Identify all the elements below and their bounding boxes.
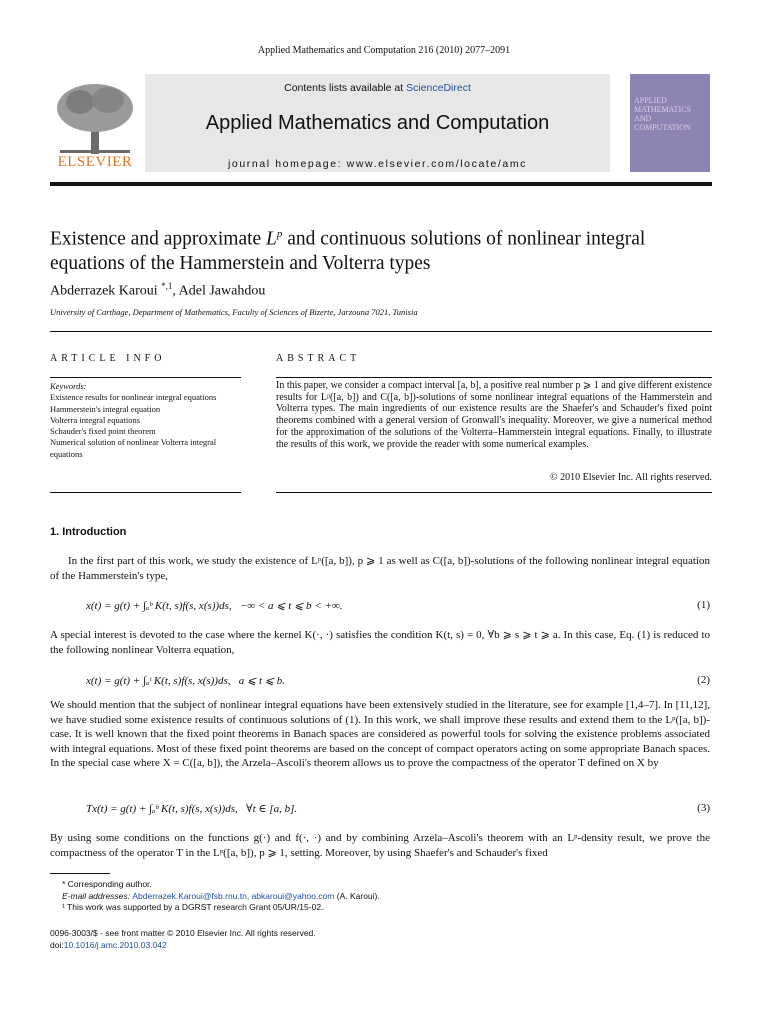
equation-number: (2) — [697, 674, 710, 686]
keyword-item: Existence results for nonlinear integral equations — [50, 392, 217, 403]
sciencedirect-link[interactable]: ScienceDirect — [406, 82, 471, 94]
body-paragraph: In the first part of this work, we study the existence of Lᵖ([a, b]), p ⩾ 1 as well as C([a, b])-solutions of the following nonlinear integral equation of the Hammerstein's type, — [50, 555, 710, 582]
divider — [50, 492, 241, 493]
abstract-copyright: © 2010 Elsevier Inc. All rights reserved. — [549, 472, 712, 483]
footnote-label: E-mail addresses: — [62, 890, 133, 901]
equation-number: (1) — [697, 599, 710, 611]
keyword-item: Numerical solution of nonlinear Volterra integral equations — [50, 437, 217, 459]
doi-line — [50, 940, 316, 952]
journal-header-box — [145, 74, 610, 172]
journal-title: Applied Mathematics and Computation — [205, 112, 550, 134]
journal-citation: Applied Mathematics and Computation 216 (2010) 2077–2091 — [257, 45, 511, 56]
title-sup: p — [276, 228, 283, 240]
cover-line: MATHEMATICS — [634, 105, 691, 114]
keyword-item: Schauder's fixed point theorem — [50, 426, 156, 437]
keyword-item: Hammerstein's integral equation — [50, 403, 161, 414]
footnote-rule — [50, 873, 110, 874]
title-lp: L — [266, 228, 277, 250]
equation-expression: Tx(t) = g(t) + ∫ₐᵇ K(t, s)f(s, x(s))ds, ∀t ∈ [a, b]. — [86, 803, 298, 815]
contents-prefix: Contents lists available at — [284, 82, 407, 94]
affiliation: University of Carthage, Department of Mathematics, Faculty of Sciences of Bizerte, Jarzouna 7021, Tunisia — [50, 307, 418, 317]
equation-1 — [50, 599, 712, 621]
title-text: Existence and approximate — [50, 228, 267, 250]
keywords-label: Keywords: — [50, 381, 87, 391]
divider — [50, 377, 241, 378]
keyword-item: Volterra integral equations — [50, 414, 141, 425]
abstract-heading: ABSTRACT — [276, 353, 361, 364]
divider — [50, 331, 712, 332]
equation-2 — [50, 674, 712, 696]
author-list — [50, 281, 265, 300]
equation-expression: x(t) = g(t) + ∫ₐᵇ K(t, s)f(s, x(s))ds, −∞ < a ⩽ t ⩽ b < +∞. — [86, 600, 343, 612]
footnote-text: (A. Karoui). — [334, 890, 380, 901]
author-name: , Adel Jawahdou — [172, 283, 266, 299]
front-matter — [50, 928, 316, 951]
elsevier-wordmark: ELSEVIER — [57, 154, 133, 170]
equation-number: (3) — [697, 802, 710, 814]
article-info-heading: ARTICLE INFO — [50, 353, 166, 364]
body-paragraph: A special interest is devoted to the case where the kernel K(·, ·) satisfies the condition K(t, s) = 0, ∀b ⩾ s ⩾ t ⩾ a. In this case, Eq. (1) is reduced to the following nonlinear Volterra equation, — [50, 629, 710, 656]
cover-line: APPLIED — [634, 96, 667, 105]
equation-expression: x(t) = g(t) + ∫ₐᵗ K(t, s)f(s, x(s))ds, a ⩽ t ⩽ b. — [86, 675, 285, 687]
doi-link[interactable]: 10.1016/j.amc.2010.03.042 — [63, 939, 167, 950]
footnotes — [50, 879, 710, 914]
footnote — [50, 891, 710, 903]
contents-line — [145, 82, 610, 94]
footnote: ¹ This work was supported by a DGRST research Grant 05/UR/15-02. — [62, 902, 324, 913]
header-rule — [50, 182, 712, 186]
journal-cover-image — [630, 74, 710, 172]
divider — [276, 377, 712, 378]
section-heading: 1. Introduction — [50, 526, 127, 538]
cover-line: COMPUTATION — [634, 123, 691, 132]
issn-line: 0096-3003/$ - see front matter © 2010 Elsevier Inc. All rights reserved. — [50, 928, 316, 938]
doi-label: doi: — [50, 939, 64, 950]
equation-3 — [50, 802, 712, 824]
author-name: Abderrazek Karoui — [50, 283, 158, 299]
keywords-block — [50, 381, 241, 460]
body-paragraph: By using some conditions on the functions g(·) and f(·, ·) and by combining Arzela–Ascoli's theorem with an Lᵖ-density result, we prove the compactness of the operator T in the Lᵖ([a, b]), p ⩾ 1, setting. Moreover, by using Shaefer's and Schauder's fixed — [50, 832, 710, 859]
article-title — [50, 222, 712, 276]
abstract-text: In this paper, we consider a compact interval [a, b], a positive real number p ⩾ 1 and give different existence results for Lᵖ([a, b]) and C([a, b])-solutions of some nonlinear integral equations of the Hammerstein and Volterra types. The main ingredients of our existence results are the Shaefer's and Schauder's fixed point theorems combined with a general version of Gronwall's inequality. Moreover, we give a numerical method for the approximation of the solutions of the Volterra–Hammerstein integral equations. Finally, to illustrate the results of this work, we provide the reader with some numerical examples. — [276, 380, 712, 450]
divider — [276, 492, 712, 493]
email-links[interactable]: Abderrazek.Karoui@fsb.rnu.tn, abkaroui@yahoo.com — [132, 890, 335, 901]
journal-masthead — [50, 74, 712, 174]
footnote: * Corresponding author. — [62, 879, 152, 889]
journal-homepage[interactable]: journal homepage: www.elsevier.com/locate/amc — [227, 158, 528, 170]
title-text: and continuous solutions of nonlinear integral equations of the Hammerstein and Volterra types — [50, 228, 646, 274]
body-paragraph: We should mention that the subject of nonlinear integral equations have been extensively studied in the literature, see for example [1,4–7]. In [11,12], we have studied some existence results of continuous solutions of (1). In this work, we shall improve these results and extend them to the Lᵖ([a, b])-case. It is well known that the fixed point theorems in Banach spaces are considered as powerful tools for solving the existence problems associated with integral equations. Most of these fixed point theorems are based on the concept of compact operators acting on some appropriate Banach spaces. In the special case where X = C([a, b]), the Arzela–Ascoli's theorem allows us to prove the compactness of the operator T defined on X by — [50, 699, 710, 769]
cover-line: AND — [634, 114, 652, 123]
author-marks[interactable]: *,1 — [161, 281, 173, 291]
